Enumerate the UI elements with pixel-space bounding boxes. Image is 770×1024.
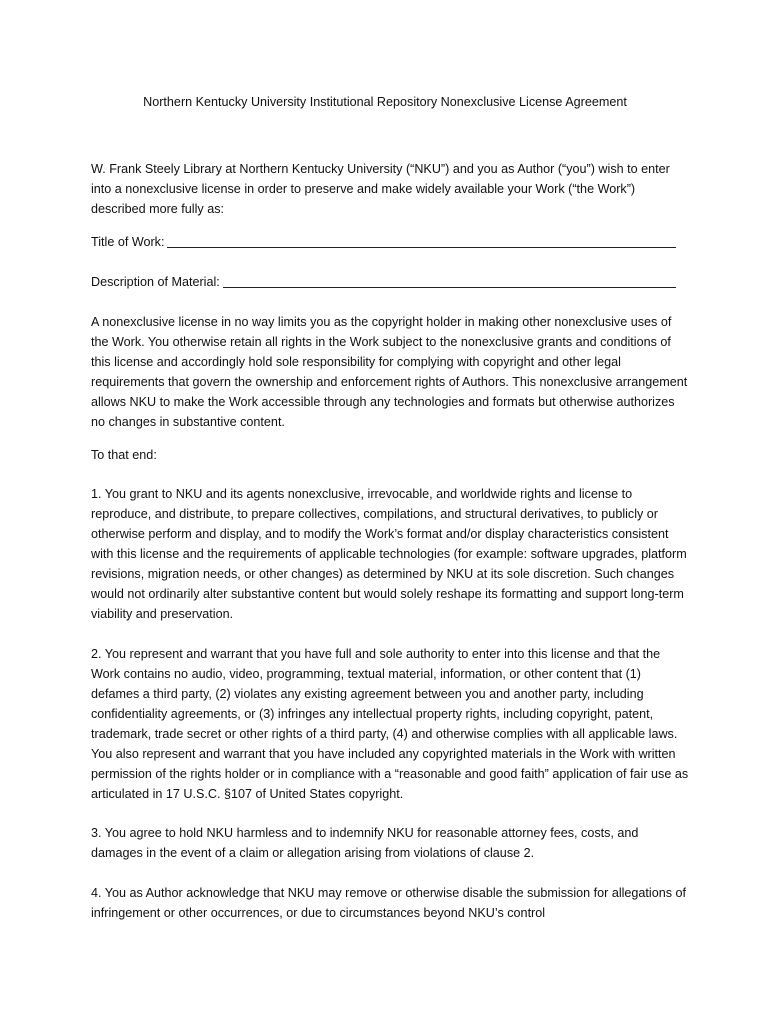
document-title: Northern Kentucky University Institutional Repository Nonexclusive License Agreement <box>143 95 627 109</box>
clause-2: 2. You represent and warrant that you have full and sole authority to enter into this license and that the Work contains no audio, video, programming, textual material, information, or other content that (1) defames a third party, (2) violates any existing agreement between you and another party, including confidentiality agreements, or (3) infringes any intellectual property rights, including copyright, patent, trademark, trade secret or other rights of a third party, (4) and otherwise complies with all applicable laws. You also represent and warrant that you have included any copyrighted materials in the Work with written permission of the rights holder or in compliance with a “reasonable and good faith” application of fair use as articulated in 17 U.S.C. §107 of United States copyright. <box>91 647 689 801</box>
clause-3: 3. You agree to hold NKU harmless and to indemnify NKU for reasonable attorney fees, costs, and damages in the event of a claim or allegation arising from violations of clause 2. <box>91 826 639 860</box>
title-of-work-label: Title of Work: <box>91 235 165 249</box>
intro-paragraph: W. Frank Steely Library at Northern Kentucky University (“NKU”) and you as Author (“you”) wish to enter into a nonexclusive license in order to preserve and make widely available your Work (“the Work”) described more fully as: <box>91 162 670 216</box>
description-of-material-blank[interactable] <box>223 272 676 288</box>
clause-4: 4. You as Author acknowledge that NKU may remove or otherwise disable the submission for allegations of infringement or other occurrences, or due to circumstances beyond NKU’s control <box>91 886 687 920</box>
nonexclusive-paragraph: A nonexclusive license in no way limits you as the copyright holder in making other nonexclusive uses of the Work. You otherwise retain all rights in the Work subject to the nonexclusive grants and conditions of this license and accordingly hold sole responsibility for complying with copyright and other legal requirements that govern the ownership and enforcement rights of Authors. This nonexclusive arrangement allows NKU to make the Work accessible through any technologies and formats but otherwise authorizes no changes in substantive content. <box>91 315 688 429</box>
clause-1: 1. You grant to NKU and its agents nonexclusive, irrevocable, and worldwide rights and license to reproduce, and distribute, to prepare collectives, compilations, and structural derivatives, to publicly or otherwise perform and display, and to modify the Work’s format and/or display characteristics consistent with this license and the requirements of applicable technologies (for example: software upgrades, platform revisions, migration needs, or other changes) as determined by NKU at its sole discretion. Such changes would not ordinarily alter substantive content but would solely reshape its formatting and support long-term viability and preservation. <box>91 487 687 621</box>
title-of-work-field[interactable] <box>91 232 676 252</box>
description-of-material-field[interactable] <box>91 272 676 292</box>
to-that-end-text: To that end: <box>91 448 157 462</box>
description-of-material-label: Description of Material: <box>91 275 220 289</box>
title-of-work-blank[interactable] <box>167 232 676 248</box>
